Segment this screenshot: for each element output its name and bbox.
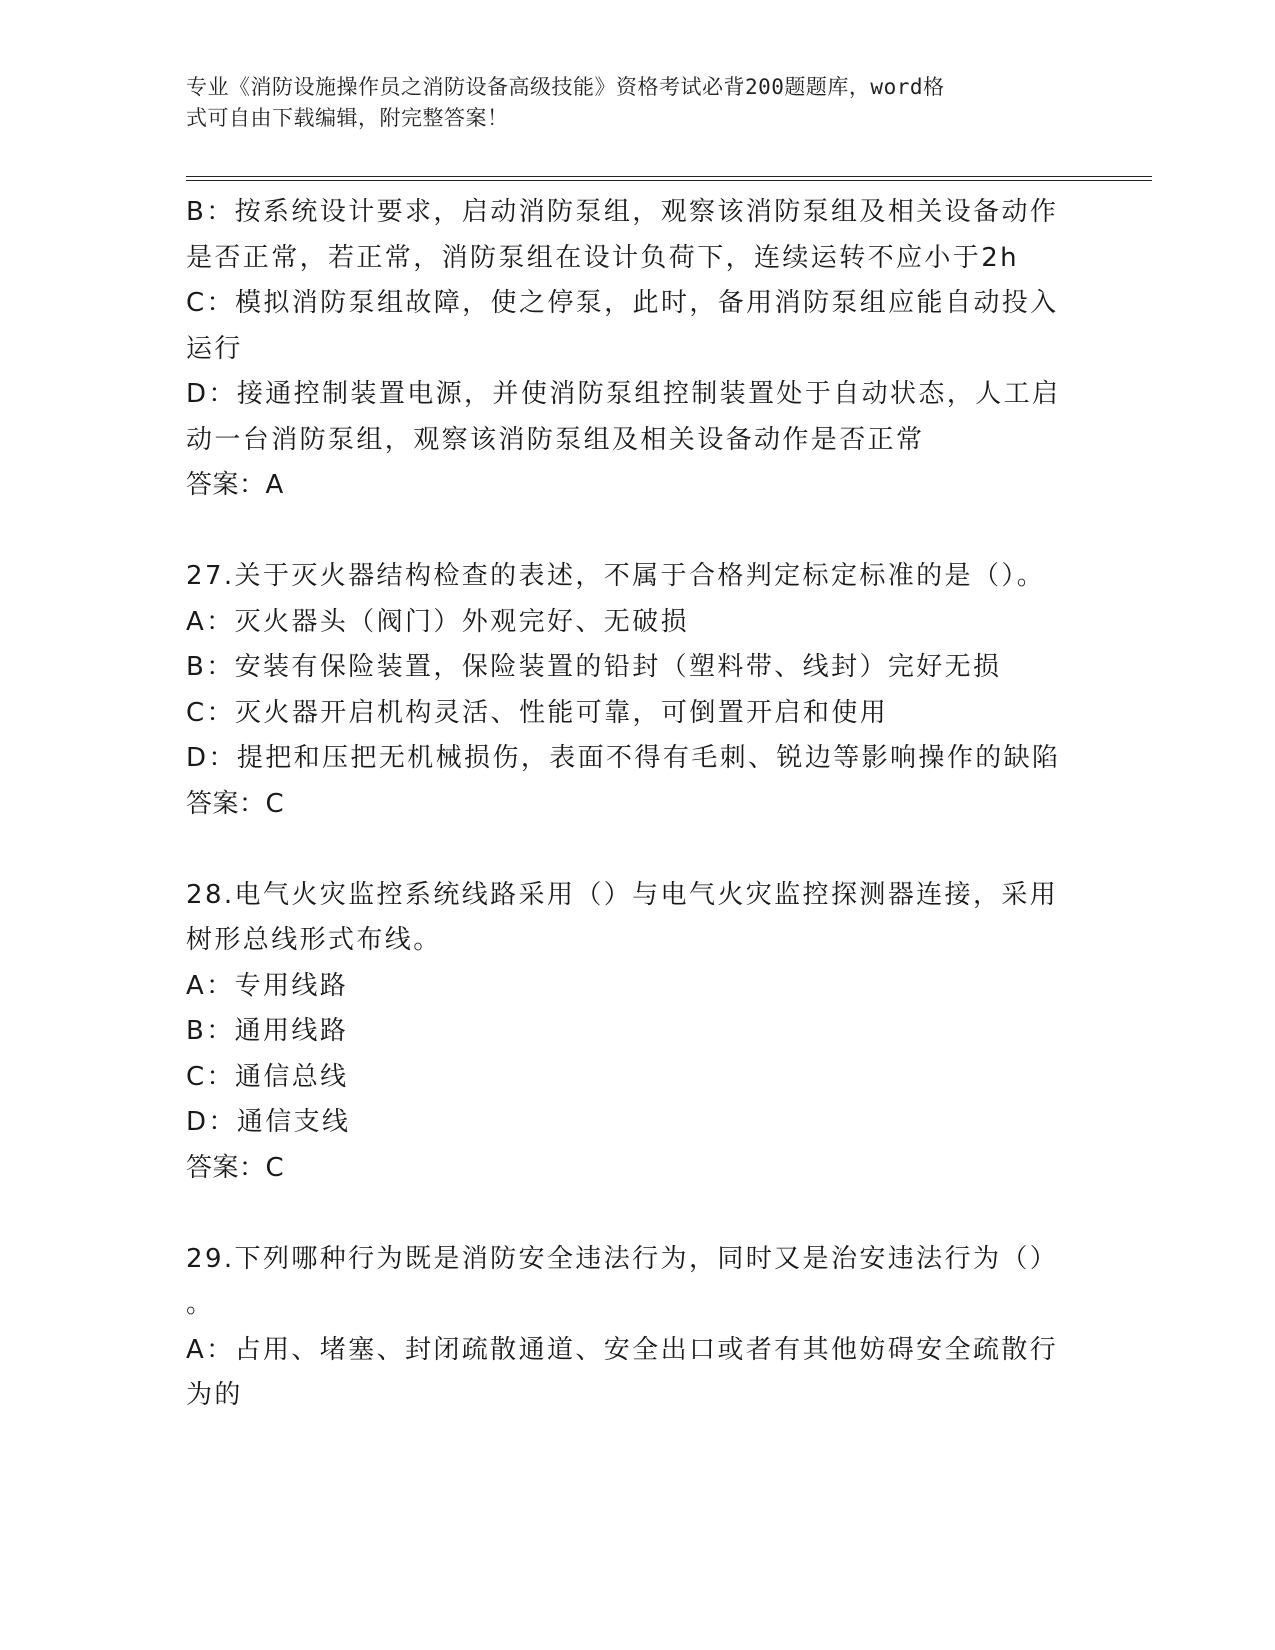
option-b: B：安装有保险装置，保险装置的铅封（塑料带、线封）完好无损: [186, 652, 1002, 682]
question-stem-line-1: 29.下列哪种行为既是消防安全违法行为，同时又是治安违法行为（）: [186, 1243, 1059, 1274]
option-b-line-2: 是否正常，若正常，消防泵组在设计负荷下，连续运转不应小于2h: [186, 242, 1020, 273]
header-title-line-2: 式可自由下载编辑，附完整答案！: [186, 106, 509, 130]
question-stem-line-1: 28.电气火灾监控系统线路采用（）与电气火灾监控探测器连接，采用: [186, 879, 1059, 910]
option-c-line-1: C：模拟消防泵组故障，使之停泵，此时，备用消防泵组应能自动投入: [186, 288, 1059, 318]
option-d: D：通信支线: [186, 1107, 351, 1137]
option-b-line-1: B：按系统设计要求，启动消防泵组，观察该消防泵组及相关设备动作: [186, 197, 1059, 227]
question-content: [186, 190, 1116, 1419]
question-stem-line-2: 。: [186, 1289, 215, 1319]
option-a: A：灭火器头（阀门）外观完好、无破损: [186, 606, 689, 637]
question-stem-line-2: 树形总线形式布线。: [186, 925, 442, 955]
question-28: [186, 873, 1116, 1192]
option-d-line-1: D：接通控制装置电源，并使消防泵组控制装置处于自动状态，人工启: [186, 379, 1061, 409]
option-a-line-1: A：占用、堵塞、封闭疏散通道、安全出口或者有其他妨碍安全疏散行: [186, 1334, 1059, 1365]
answer: 答案：A: [186, 470, 284, 500]
option-a: A：专用线路: [186, 970, 349, 1001]
question-stem: 27.关于灭火器结构检查的表述，不属于合格判定标定标准的是（）。: [186, 561, 1046, 591]
header-title-line-1: 专业《消防设施操作员之消防设备高级技能》资格考试必背200题题库，word格: [186, 75, 945, 99]
question-27: [186, 554, 1116, 827]
option-c: C：灭火器开启机构灵活、性能可靠，可倒置开启和使用: [186, 697, 889, 728]
document-header: [186, 72, 1066, 134]
question-29: [186, 1237, 1116, 1419]
option-d: D：提把和压把无机械损伤，表面不得有毛刺、锐边等影响操作的缺陷: [186, 743, 1061, 773]
option-d-line-2: 动一台消防泵组，观察该消防泵组及相关设备动作是否正常: [186, 424, 925, 455]
header-divider: [186, 176, 1152, 181]
option-b: B：通用线路: [186, 1016, 349, 1046]
option-c: C：通信总线: [186, 1061, 349, 1092]
question-26-tail: [186, 190, 1116, 509]
option-c-line-2: 运行: [186, 333, 243, 364]
option-a-line-2: 为的: [186, 1380, 243, 1410]
answer: 答案：C: [186, 1152, 285, 1183]
answer: 答案：C: [186, 788, 285, 819]
